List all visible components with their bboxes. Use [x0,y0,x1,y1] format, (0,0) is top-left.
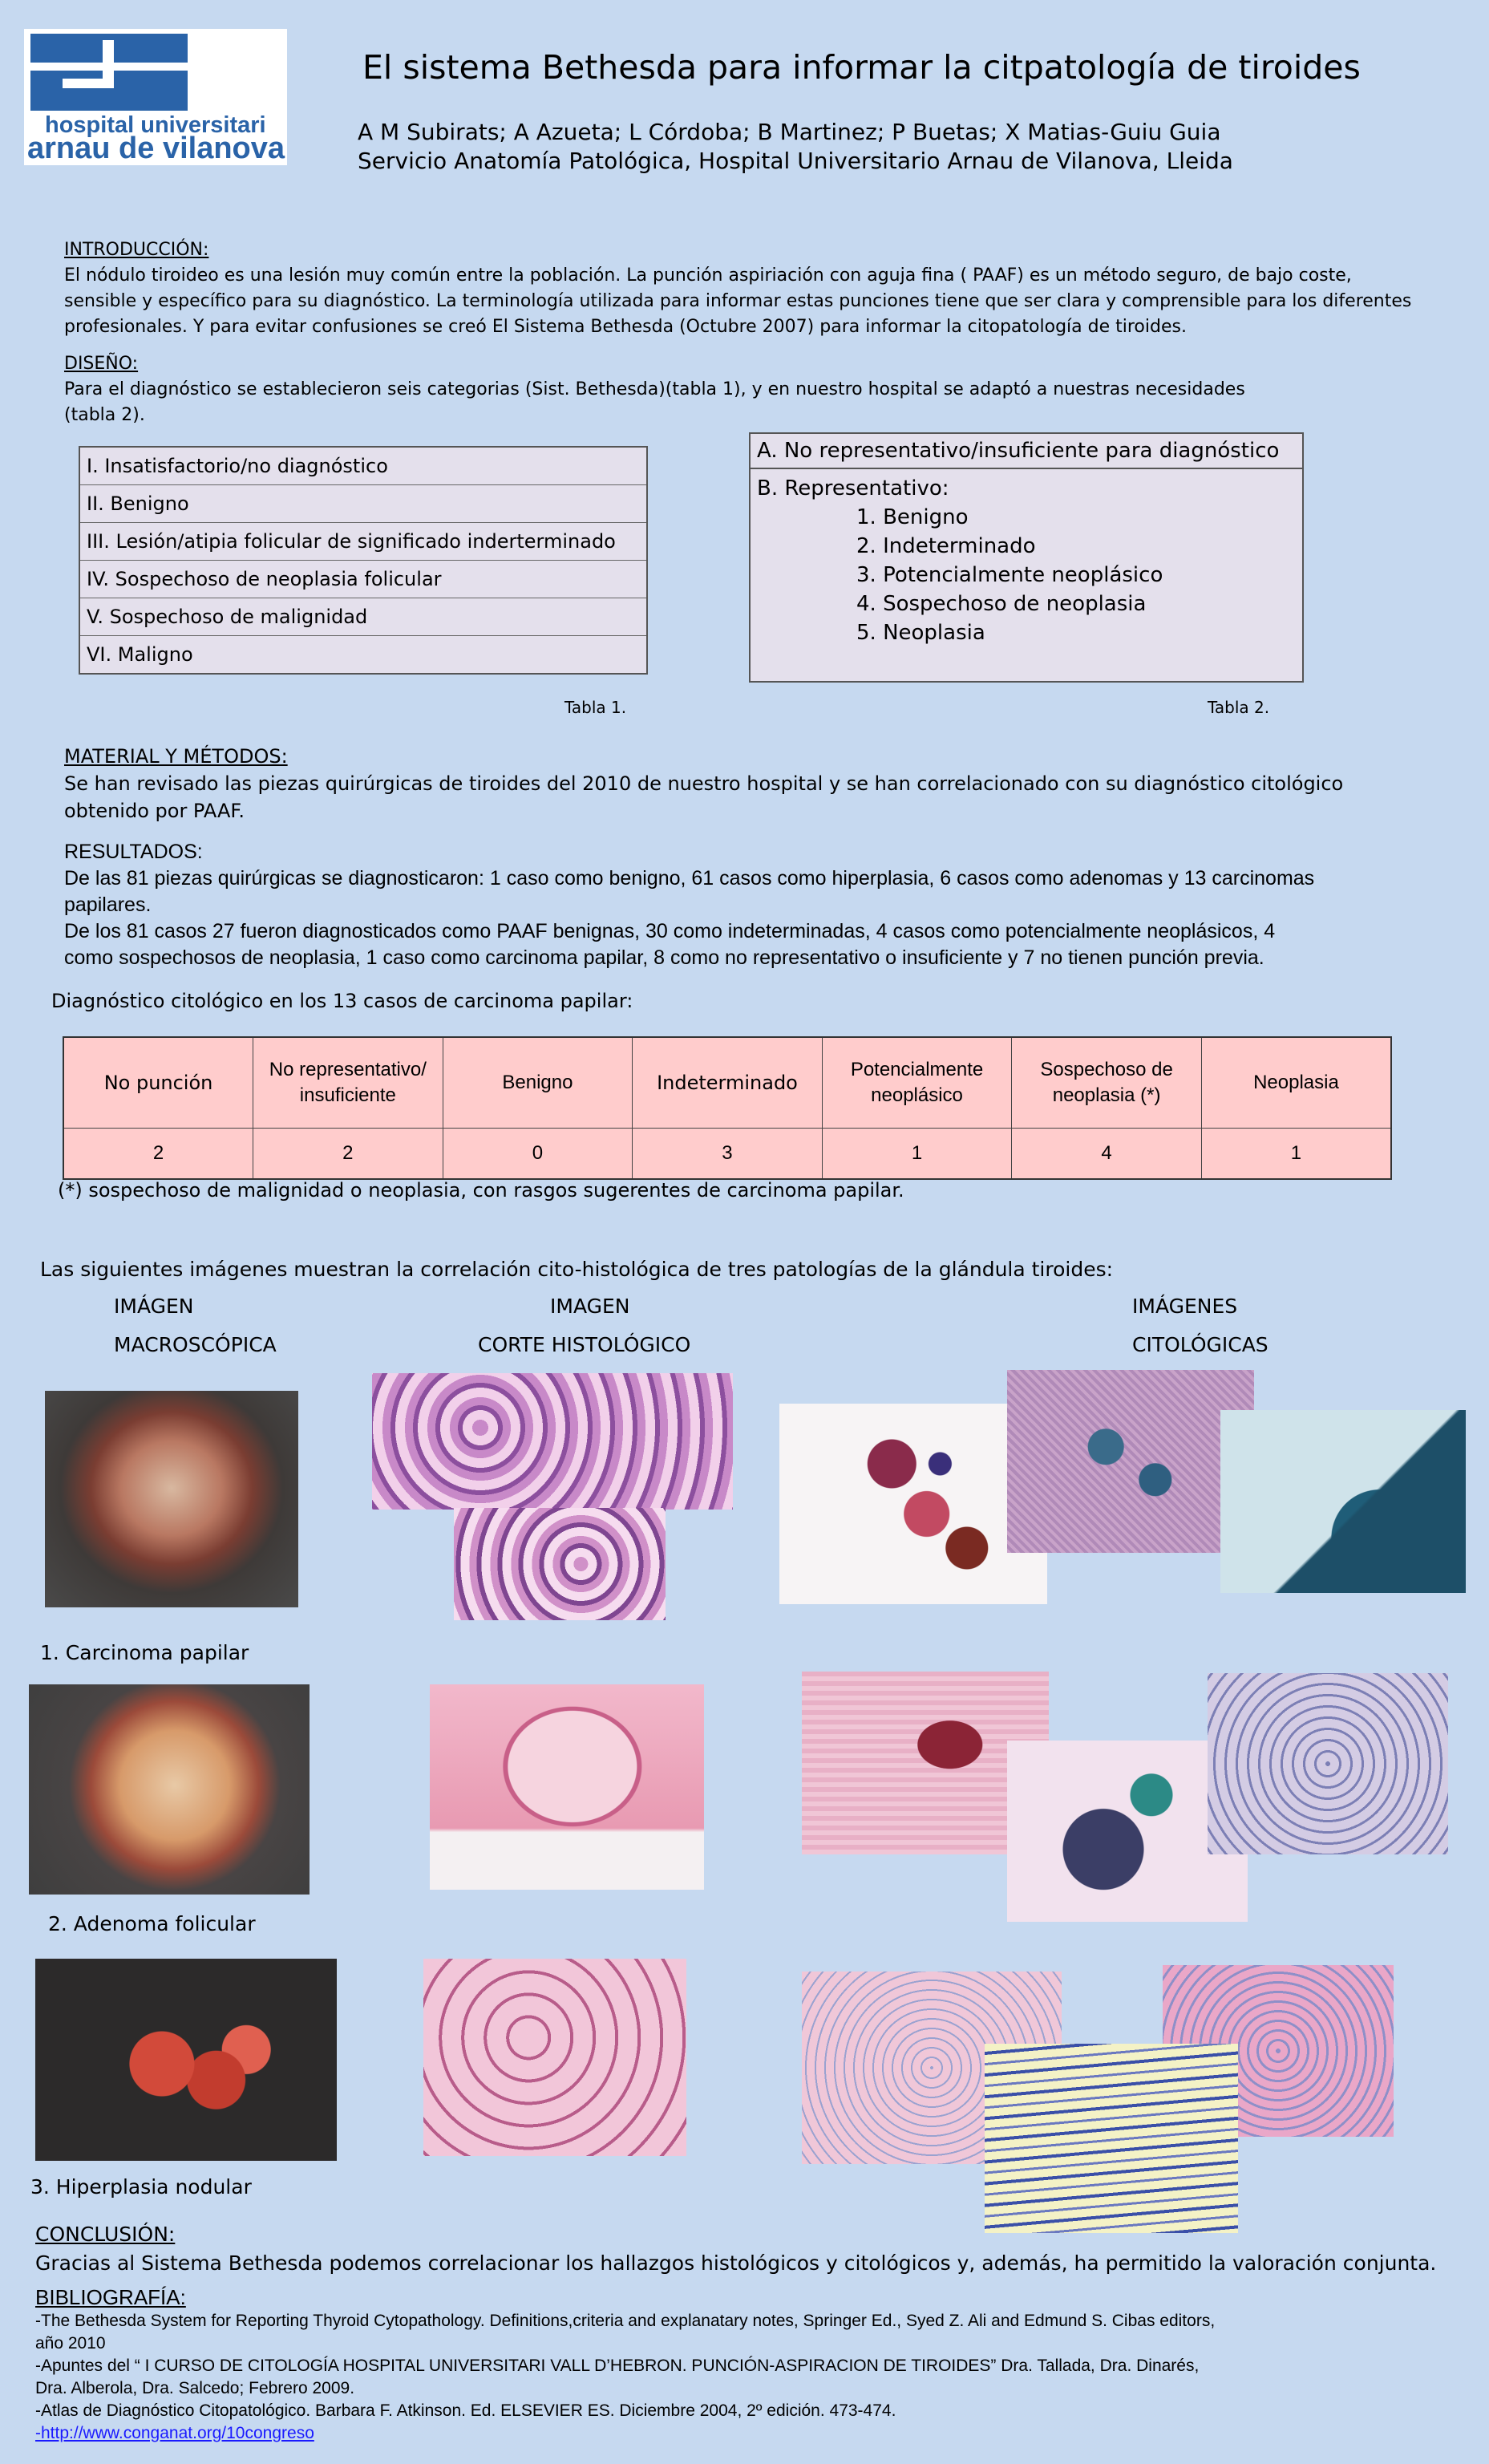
histo-image-hiperplasia [423,1959,686,2156]
bib-link[interactable]: -http://www.conganat.org/10congreso [35,2424,314,2442]
table-row [63,1129,1391,1180]
tabla-2-row-b [751,469,1302,652]
resultados-heading: RESULTADOS: [64,841,203,863]
macro-image-carcinoma [45,1391,298,1607]
col-cito-label-2: CITOLÓGICAS [1132,1333,1268,1356]
col-cito-label-1: IMÁGENES [1132,1295,1238,1318]
row-label-hiperplasia: 3. Hiperplasia nodular [30,2175,252,2199]
table-cell: IV. Sospechoso de neoplasia folicular [79,561,647,598]
table-row [79,561,647,598]
table-header-cell: Sospechoso de neoplasia (*) [1012,1037,1202,1129]
conclusion-section [35,2220,1436,2278]
table-cell: VI. Maligno [79,636,647,675]
logo-line-1: hospital universitari [45,112,266,138]
list-item: 3. Potencialmente neoplásico [856,563,1163,587]
col-macro-label-2: MACROSCÓPICA [114,1333,277,1356]
tabla-2 [749,432,1304,683]
bibliografia-heading: BIBLIOGRAFÍA: [35,2285,186,2309]
table-cell: V. Sospechoso de malignidad [79,598,647,636]
table-row [79,485,647,523]
images-intro: Las siguientes imágenes muestran la correlación cito-histológica de tres patologías de la glándula tiroides: [40,1258,1114,1281]
table-cell: 1 [1201,1129,1391,1180]
tabla-1 [79,446,648,675]
table-row [79,447,647,485]
list-item: 4. Sospechoso de neoplasia [856,592,1147,616]
resultados-line: De las 81 piezas quirúrgicas se diagnosticaron: 1 caso como benigno, 61 casos como hiperplasia, 6 casos como adenomas y 13 carcinomas [64,867,1315,890]
table-header-cell: No representativo/ insuficiente [253,1037,443,1129]
table-cell: 2 [253,1129,443,1180]
list-item: 1. Benigno [856,505,969,529]
table-header-cell: Indeterminado [633,1037,823,1129]
bib-entry: -The Bethesda System for Reporting Thyroid Cytopathology. Definitions,criteria and explanatary notes, Springer Ed., Syed Z. Ali and Edmund S. Cibas editors, [35,2312,1216,2330]
hospital-logo [24,29,287,165]
intro-line: El nódulo tiroideo es una lesión muy común entre la población. La punción aspiriación con aguja fina ( PAAF) es un método seguro, de bajo coste, [64,265,1352,286]
cito-image-carcinoma-3 [1220,1410,1466,1593]
intro-heading: INTRODUCCIÓN: [64,240,209,260]
cito-image-carcinoma-2 [1007,1370,1254,1553]
material-line: obtenido por PAAF. [64,800,245,822]
authors-block [358,118,1233,176]
tabla-2-row-a: A. No representativo/insuficiente para diagnóstico [751,434,1302,469]
cito-image-adenoma-3 [1208,1673,1448,1854]
table-cell: 0 [443,1129,633,1180]
col-histo-label-2: CORTE HISTOLÓGICO [478,1333,691,1356]
poster-title: El sistema Bethesda para informar la citpatología de tiroides [362,48,1361,87]
table-header-cell: Benigno [443,1037,633,1129]
table-header-row [63,1037,1391,1129]
tabla-3-note: (*) sospechoso de malignidad o neoplasia, con rasgos sugerentes de carcinoma papilar. [58,1179,904,1202]
table-row [79,523,647,561]
table-cell: II. Benigno [79,485,647,523]
bib-entry: año 2010 [35,2334,106,2353]
table-cell: 4 [1012,1129,1202,1180]
tabla-3 [63,1036,1392,1180]
table-row [79,636,647,675]
bib-entry: -Apuntes del “ I CURSO DE CITOLOGÍA HOSPITAL UNIVERSITARI VALL D’HEBRON. PUNCIÓN-ASPIRACION DE TIROIDES” Dra. Tallada, Dra. Dinarés, [35,2357,1200,2375]
histo-image-carcinoma-1 [372,1373,733,1510]
table-header-cell: Neoplasia [1201,1037,1391,1129]
table-cell: III. Lesión/atipia folicular de significado inderterminado [79,523,647,561]
diseno-line: Para el diagnóstico se establecieron seis categorias (Sist. Bethesda)(tabla 1), y en nuestro hospital se adaptó a nuestras necesidades [64,379,1245,399]
table-header-cell: No punción [63,1037,253,1129]
resultados-section [64,839,1314,971]
material-section [64,743,1343,825]
table-header-cell: Potencialmente neoplásico [822,1037,1012,1129]
macro-image-adenoma [29,1684,310,1895]
list-item: 2. Indeterminado [856,534,1036,558]
resultados-line: papilares. [64,894,152,916]
logo-line-2: arnau de vilanova [27,132,285,165]
resultados-line: como sospechosos de neoplasia, 1 caso como carcinoma papilar, 8 como no representativo o insuficiente y 7 no tienen punción previa. [64,946,1264,969]
macro-image-hiperplasia [35,1959,337,2161]
tabla-2-b-label: B. Representativo: [757,476,949,500]
table-cell: 1 [822,1129,1012,1180]
table-row [79,598,647,636]
intro-line: profesionales. Y para evitar confusiones se creó El Sistema Bethesda (Octubre 2007) para informar la citopatología de tiroides. [64,317,1187,337]
intro-section [64,237,1411,340]
col-macro-label-1: IMÁGEN [114,1295,194,1318]
tabla-1-caption: Tabla 1. [564,698,627,717]
table-cell: 2 [63,1129,253,1180]
conclusion-heading: CONCLUSIÓN: [35,2223,176,2246]
intro-line: sensible y específico para su diagnóstico. La terminología utilizada para informar estas punciones tiene que ser clara y comprensible para los diferentes [64,291,1412,311]
authors-affiliation: Servicio Anatomía Patológica, Hospital Universitario Arnau de Vilanova, Lleida [358,148,1233,174]
histo-image-carcinoma-2 [454,1508,666,1620]
row-label-adenoma: 2. Adenoma folicular [48,1912,256,1935]
conclusion-text: Gracias al Sistema Bethesda podemos correlacionar los hallazgos histológicos y citológicos y, además, ha permitido la valoración conjunta. [35,2251,1437,2275]
hospital-logo-icon [30,34,188,111]
material-heading: MATERIAL Y MÉTODOS: [64,745,288,768]
table-cell: I. Insatisfactorio/no diagnóstico [79,447,647,485]
bibliografia-section [35,2284,1215,2445]
list-item: 5. Neoplasia [856,621,985,645]
col-histo-label-1: IMAGEN [550,1295,630,1318]
authors-names: A M Subirats; A Azueta; L Córdoba; B Martinez; P Buetas; X Matias-Guiu Guia [358,119,1221,145]
resultados-line: De los 81 casos 27 fueron diagnosticados como PAAF benignas, 30 como indeterminadas, 4 casos como potencialmente neoplásicos, 4 [64,920,1276,942]
row-label-carcinoma: 1. Carcinoma papilar [40,1641,249,1664]
bib-entry: Dra. Alberola, Dra. Salcedo; Febrero 2009. [35,2379,355,2397]
table-cell: 3 [633,1129,823,1180]
tabla-2-caption: Tabla 2. [1208,698,1270,717]
tabla-2-items [757,503,1296,647]
diseno-section [64,351,1245,428]
material-line: Se han revisado las piezas quirúrgicas de tiroides del 2010 de nuestro hospital y se han correlacionado con su diagnóstico citológico [64,772,1344,795]
cito-image-hiperplasia-3 [985,2044,1238,2233]
tabla-3-title: Diagnóstico citológico en los 13 casos de carcinoma papilar: [51,990,633,1012]
diseno-heading: DISEÑO: [64,354,139,374]
diseno-line: (tabla 2). [64,405,145,425]
bib-entry: -Atlas de Diagnóstico Citopatológico. Barbara F. Atkinson. Ed. ELSEVIER ES. Diciembre 2004, 2º edición. 473-474. [35,2401,896,2420]
histo-image-adenoma [430,1684,704,1890]
